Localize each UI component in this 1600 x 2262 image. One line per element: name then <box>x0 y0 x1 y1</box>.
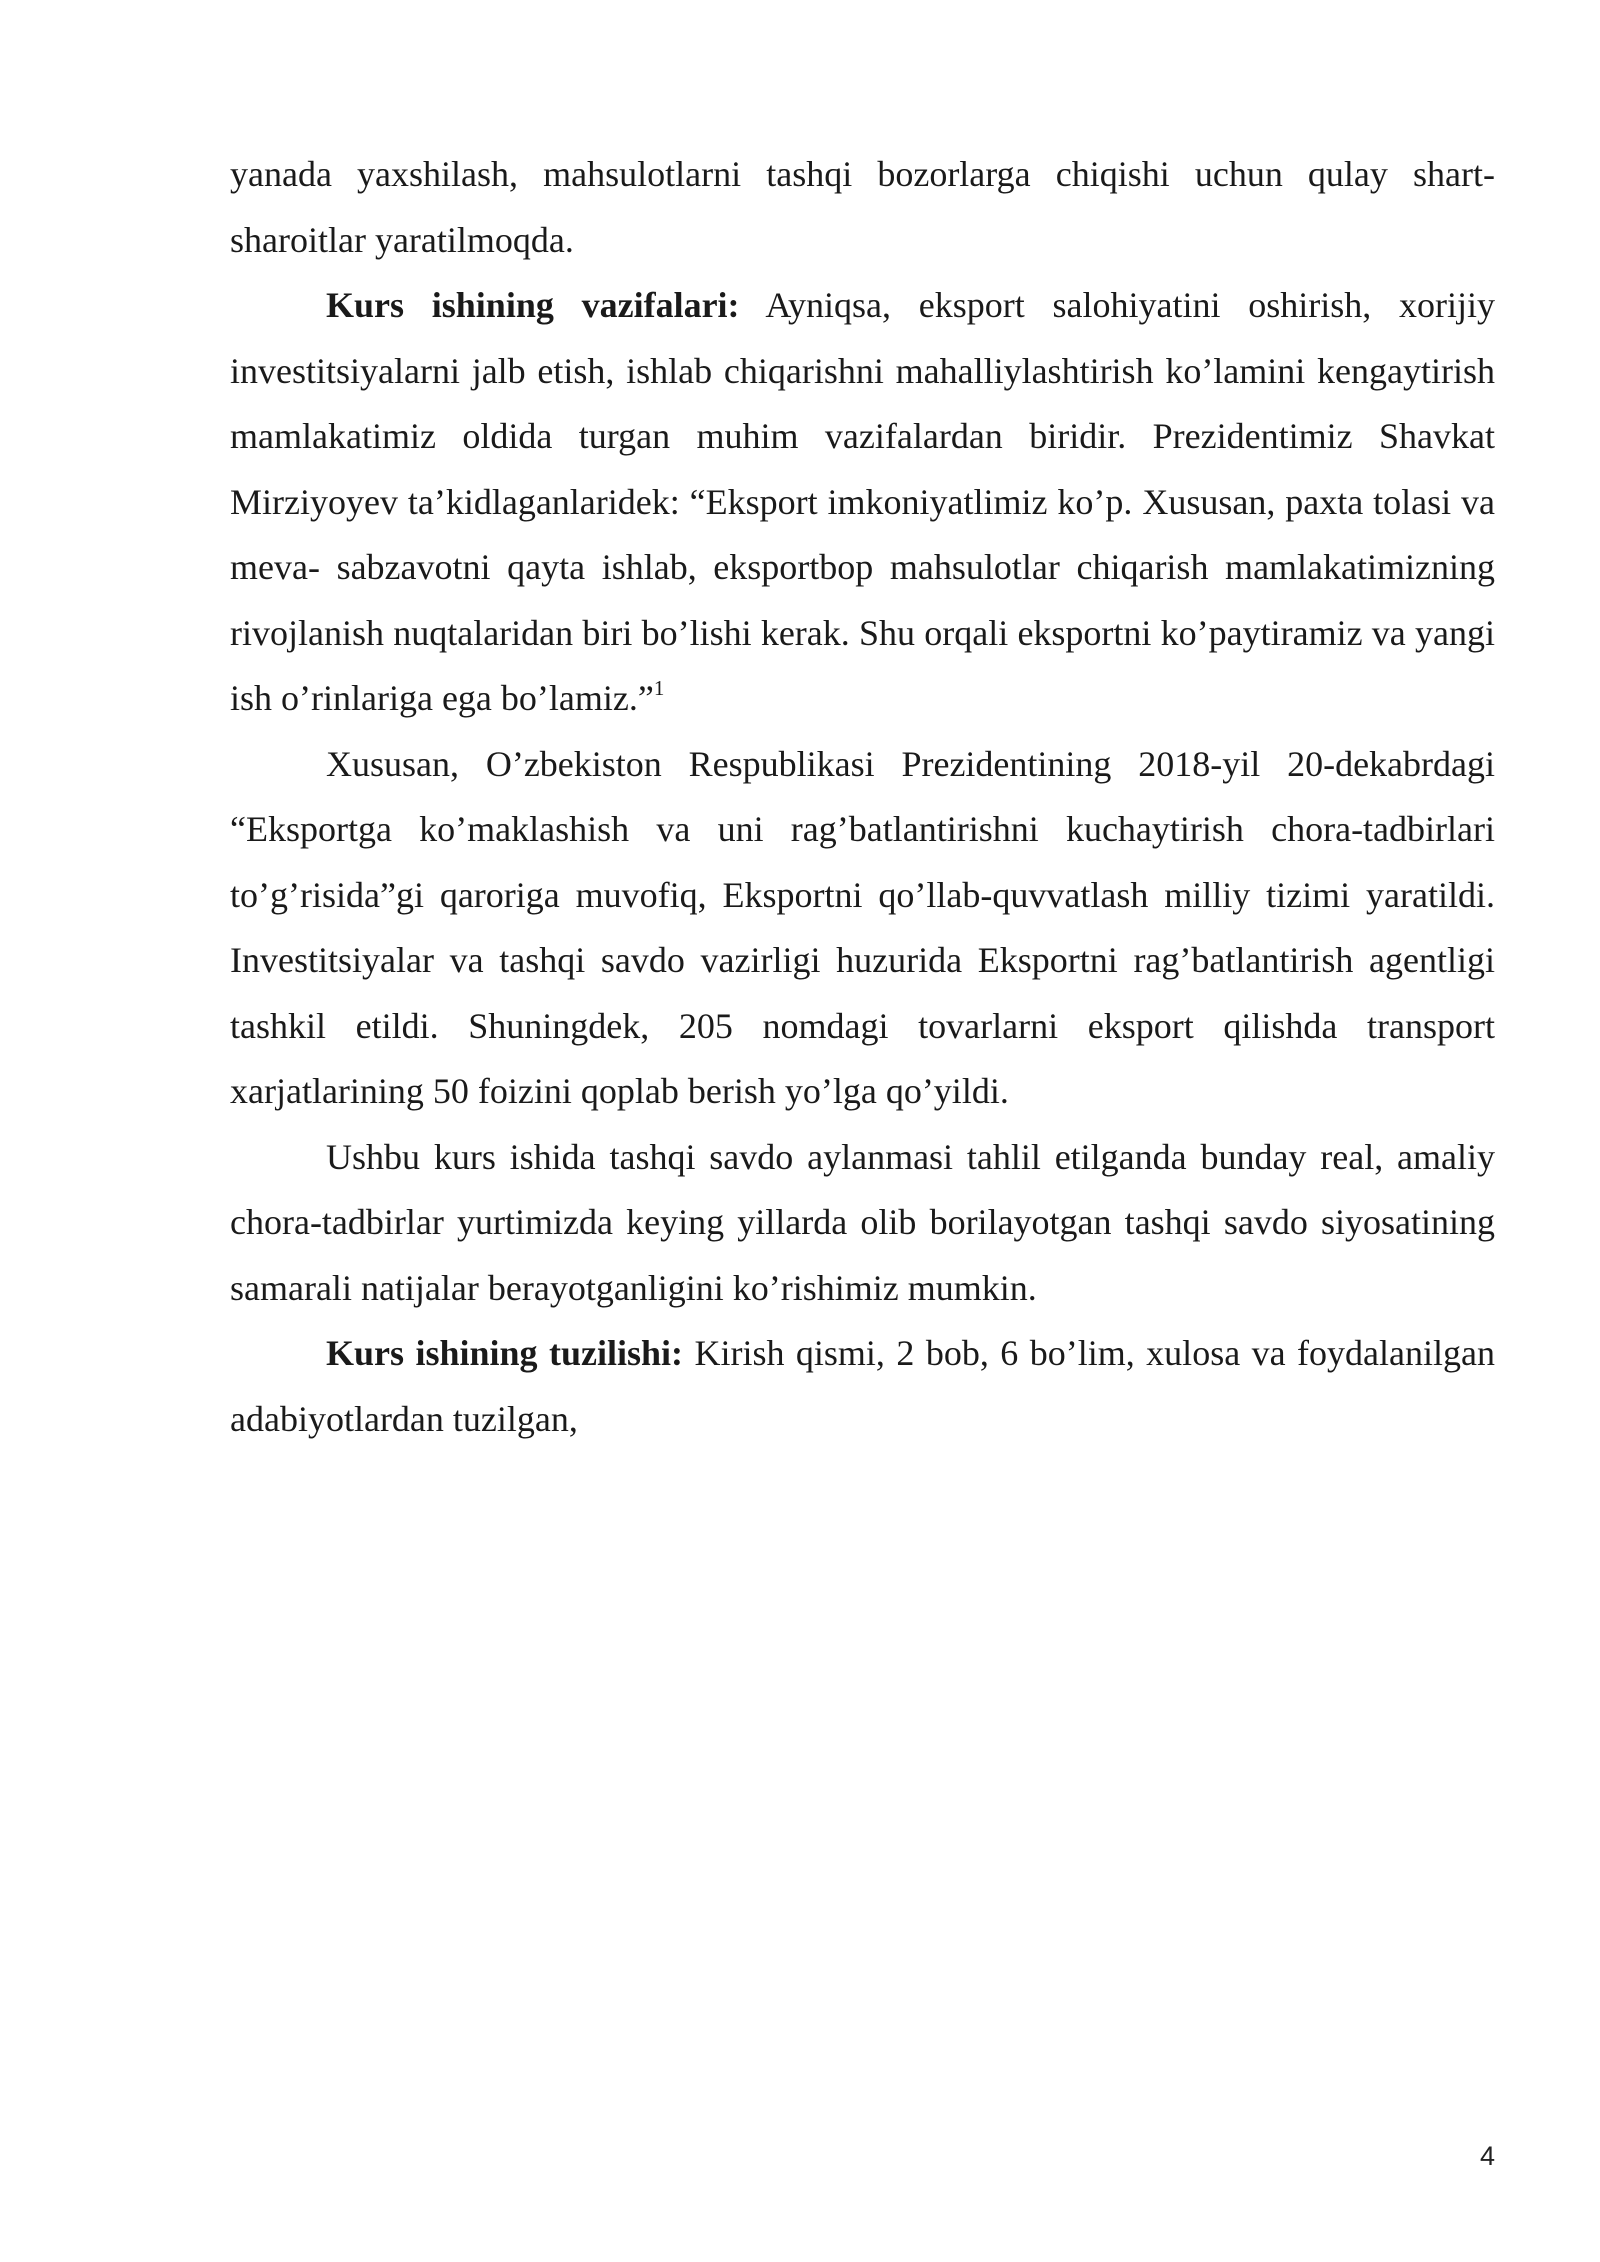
paragraph-text: Ayniqsa, eksport salohiyatini oshirish, xorijiy investitsiyalarni jalb etish, ishlab chiqarishni mahalliylashtirish ko’lamini kengaytirish mamlakatimiz oldida turgan muhim vazifalardan biridir. Prezidentimiz Shavkat Mirziyoyev ta’kidlaganlaridek: “Eksport imkoniyatlimiz ko’p. Xususan, paxta tolasi va meva- sabzavotni qayta ishlab, eksportbop mahsulotlar chiqarish mamlakatimizning rivojlanish nuqtalaridan biri bo’lishi kerak. Shu orqali eksportni ko’paytiramiz va yangi ish o’rinlariga ega bo’lamiz.” <box>230 285 1495 718</box>
paragraph-text: yanada yaxshilash, mahsulotlarni tashqi bozorlarga chiqishi uchun qulay shart-sharoitlar yaratilmoqda. <box>230 154 1495 260</box>
paragraph-heading-tasks: Kurs ishining vazifalari: <box>326 285 740 325</box>
body-text <box>230 142 1495 1452</box>
paragraph-text: Xususan, O’zbekiston Respublikasi Prezidentining 2018-yil 20-dekabrdagi “Eksportga ko’maklashish va uni rag’batlantirishni kuchaytirish chora-tadbirlari to’g’risida”gi qaroriga muvofiq, Eksportni qo’llab-quvvatlash milliy tizimi yaratildi. Investitsiyalar va tashqi savdo vazirligi huzurida Eksportni rag’batlantirish agentligi tashkil etildi. Shuningdek, 205 nomdagi tovarlarni eksport qilishda transport xarjatlarining 50 foizini qoplab berish yo’lga qo’yildi. <box>230 743 1495 1111</box>
paragraph-export-decree <box>230 732 1495 1125</box>
paragraph-heading-structure: Kurs ishining tuzilishi: <box>326 1333 684 1373</box>
paragraph-structure <box>230 1321 1495 1452</box>
paragraph-tasks <box>230 273 1495 732</box>
footnote-marker[interactable]: 1 <box>653 676 665 700</box>
paragraph-continuation <box>230 142 1495 273</box>
page-number: 4 <box>1479 2141 1495 2171</box>
paragraph-text: Ushbu kurs ishida tashqi savdo aylanmasi tahlil etilganda bunday real, amaliy chora-tadbirlar yurtimizda keying yillarda olib borilayotgan tashqi savdo siyosatining samarali natijalar berayotganligini ko’rishimiz mumkin. <box>230 1136 1495 1308</box>
paragraph-text: Kirish qismi, 2 bob, 6 bo’lim, xulosa va foydalanilgan adabiyotlardan tuzilgan, <box>230 1333 1495 1439</box>
paragraph-analysis <box>230 1125 1495 1322</box>
